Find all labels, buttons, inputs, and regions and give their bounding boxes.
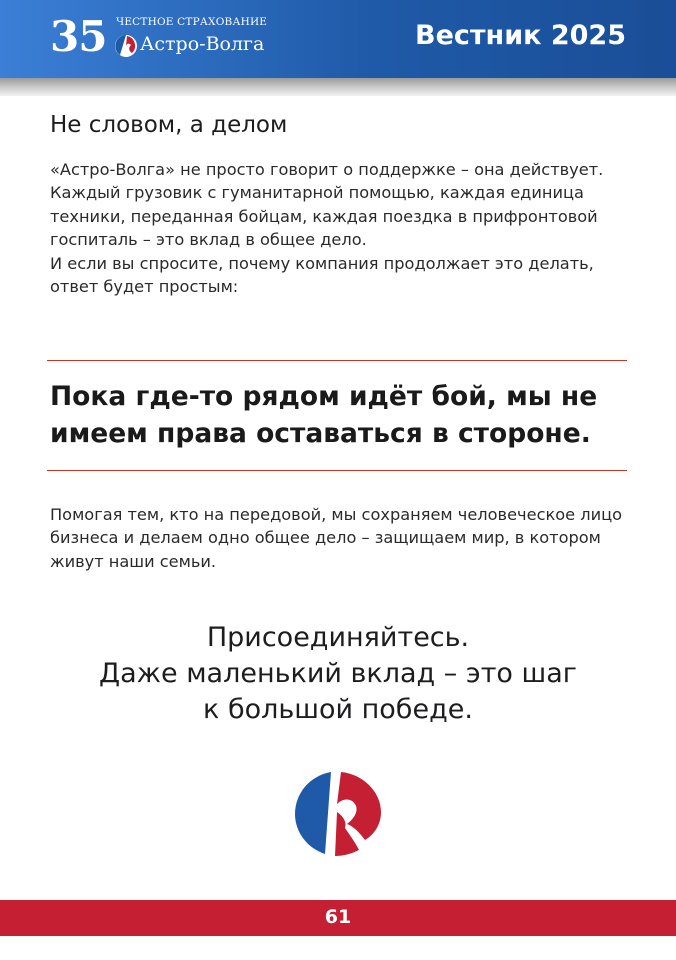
paragraph-2: И если вы спросите, почему компания продолжает это делать, ответ будет простым: bbox=[50, 253, 594, 297]
quote-rule-bottom bbox=[47, 470, 627, 471]
intro-text bbox=[50, 158, 630, 298]
publication-title: Вестник 2025 bbox=[415, 20, 626, 51]
quote-rule-top bbox=[47, 360, 627, 361]
section-title: Не словом, а делом bbox=[50, 112, 288, 138]
astro-volga-emblem-icon bbox=[293, 770, 383, 856]
call-line: Присоединяйтесь. bbox=[206, 622, 470, 653]
header-shadow bbox=[0, 78, 676, 96]
paragraph-1: «Астро-Волга» не просто говорит о поддержке – она действует. Каждый грузовик с гуманитарной помощью, каждая единица техники, переданная бойцам, каждая поездка в прифронтовой госпиталь – это вклад в общее дело. bbox=[50, 160, 604, 250]
paragraph-3: Помогая тем, кто на передовой, мы сохраняем человеческое лицо бизнеса и делаем одно общее дело – защищаем мир, в котором живут наши семьи. bbox=[50, 505, 623, 571]
logo-anniversary-number: 35 bbox=[50, 12, 107, 61]
call-line: к большой победе. bbox=[203, 694, 473, 725]
logo-caption: ЧЕСТНОЕ СТРАХОВАНИЕ bbox=[116, 16, 268, 28]
call-line: Даже маленький вклад – это шаг bbox=[99, 658, 577, 689]
logo-brand-name: Астро-Волга bbox=[140, 33, 265, 55]
logo-emblem-icon bbox=[114, 34, 138, 58]
call-to-action bbox=[0, 620, 676, 728]
page-number: 61 bbox=[324, 906, 352, 928]
pull-quote: Пока где-то рядом идёт бой, мы не имеем права оставаться в стороне. bbox=[50, 381, 598, 449]
